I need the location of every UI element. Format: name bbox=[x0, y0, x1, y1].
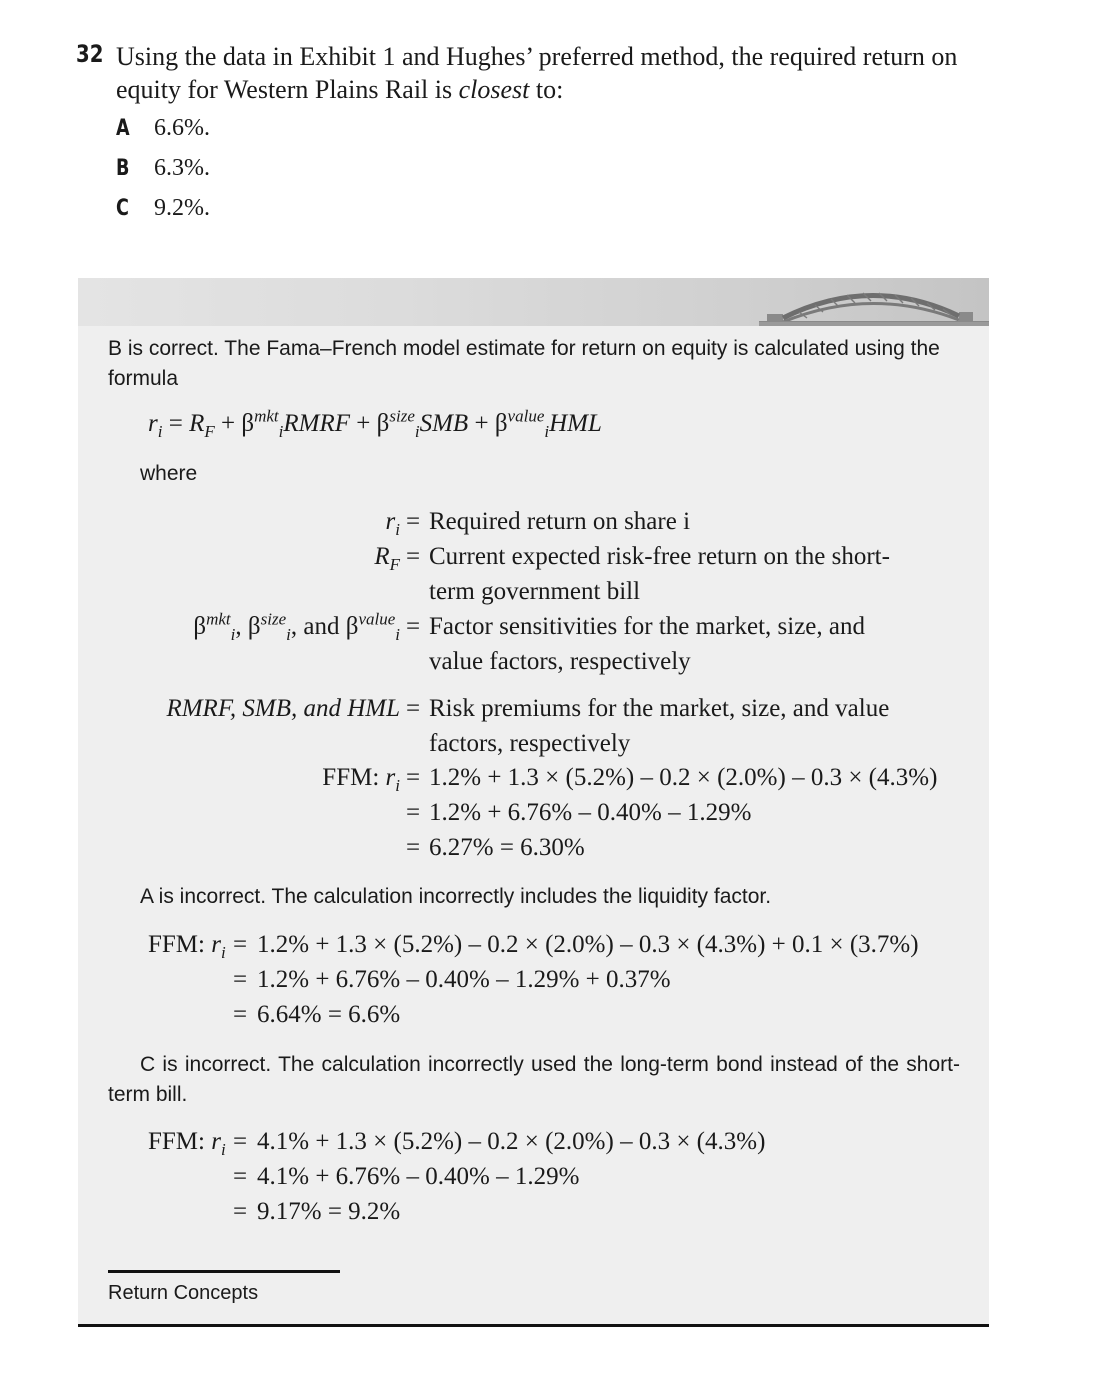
definition-term-ri bbox=[385, 508, 400, 539]
formula-sub: i bbox=[157, 422, 163, 441]
term-beta: β bbox=[193, 613, 207, 640]
option-text: 6.6%. bbox=[154, 115, 210, 141]
term-text: r bbox=[385, 508, 396, 535]
definition-term-rf bbox=[374, 543, 400, 574]
definition-text-betas-2: value factors, respectively bbox=[429, 648, 691, 675]
calc-eq: = bbox=[233, 1001, 248, 1028]
option-letter: A bbox=[116, 116, 130, 141]
question-text bbox=[116, 40, 996, 106]
formula-value-sup: value bbox=[507, 406, 545, 426]
footer-rule bbox=[108, 1270, 340, 1273]
definition-eq: = bbox=[406, 613, 421, 640]
calc-eq: = bbox=[233, 931, 248, 958]
calc-b-line-3: 6.27% = 6.30% bbox=[429, 834, 585, 861]
calc-c-line-1: 4.1% + 1.3 × (5.2%) – 0.2 × (2.0%) – 0.3 × (4.3%) bbox=[257, 1128, 766, 1155]
definition-eq: = bbox=[406, 695, 421, 722]
calc-eq: = bbox=[233, 1163, 248, 1190]
formula-sub: i bbox=[278, 422, 284, 441]
calc-a-line-1: 1.2% + 1.3 × (5.2%) – 0.2 × (2.0%) – 0.3 × (4.3%) + 0.1 × (3.7%) bbox=[257, 931, 919, 958]
definition-text-premiums-1: Risk premiums for the market, size, and value bbox=[429, 695, 890, 722]
calc-eq: = bbox=[406, 799, 421, 826]
term-sub: i bbox=[395, 625, 400, 644]
option-letter: B bbox=[116, 156, 130, 181]
question-text-start: Using the data in Exhibit 1 and Hughes’ preferred method, the required return on equity for Western Plains Rail is bbox=[116, 42, 958, 104]
term-sup: size bbox=[260, 609, 287, 629]
calc-a-line-2: 1.2% + 6.76% – 0.40% – 1.29% + 0.37% bbox=[257, 966, 671, 993]
term-and: , and bbox=[290, 613, 346, 640]
ffm-sub: i bbox=[395, 776, 400, 795]
ffm-sub: i bbox=[220, 943, 226, 962]
calc-b-line-2: 1.2% + 6.76% – 0.40% – 1.29% bbox=[429, 799, 752, 826]
term-sub: i bbox=[286, 625, 291, 644]
calc-eq: = bbox=[406, 834, 421, 861]
question-text-end: to: bbox=[529, 75, 564, 104]
option-text: 9.2%. bbox=[154, 195, 210, 221]
question-text-emphasis: closest bbox=[458, 75, 530, 104]
definition-term-premiums: RMRF, SMB, and HML bbox=[166, 695, 400, 722]
definition-text-betas-1: Factor sensitivities for the market, size, and bbox=[429, 613, 865, 640]
term-sup: mkt bbox=[206, 609, 231, 629]
ffm-r: r bbox=[385, 764, 396, 791]
ffm-label: FFM: bbox=[148, 931, 212, 958]
footer-source: Return Concepts bbox=[108, 1282, 259, 1304]
term-sub: i bbox=[230, 625, 236, 644]
where-label: where bbox=[140, 462, 198, 485]
ffm-label: FFM: bbox=[148, 1128, 212, 1155]
formula-beta: β bbox=[376, 410, 390, 437]
formula-plus: + bbox=[350, 410, 377, 437]
ffm-label-c bbox=[148, 1128, 226, 1159]
definition-eq: = bbox=[406, 543, 421, 570]
calc-eq: = bbox=[233, 1198, 248, 1225]
formula-rf: R bbox=[189, 410, 205, 437]
option-text: 6.3%. bbox=[154, 155, 210, 181]
formula-beta: β bbox=[494, 410, 508, 437]
ffm-label-b bbox=[322, 764, 400, 795]
ffm-sub: i bbox=[220, 1140, 226, 1159]
formula-sub: i bbox=[414, 422, 420, 441]
formula-lhs: r bbox=[148, 410, 158, 437]
ffm-r: r bbox=[211, 1128, 221, 1155]
option-letter: C bbox=[116, 196, 129, 221]
term-beta: β bbox=[345, 613, 359, 640]
ffm-r: r bbox=[211, 931, 221, 958]
definition-term-betas: $\beta^{mkt}_i$, $\beta^{size}_i$, and $\beta^{value}_i$ bbox=[193, 609, 400, 644]
fama-french-formula bbox=[148, 406, 602, 441]
formula-plus: + bbox=[214, 410, 242, 437]
definition-text-ri: Required return on share i bbox=[429, 508, 691, 535]
ffm-label-a bbox=[148, 931, 226, 962]
definition-text-premiums-2: factors, respectively bbox=[429, 730, 631, 757]
option-a bbox=[116, 115, 210, 145]
formula-rmrf: RMRF bbox=[283, 410, 351, 437]
formula-plus: + bbox=[468, 410, 495, 437]
question-number: 32 bbox=[76, 40, 104, 68]
bridge-icon bbox=[759, 278, 989, 326]
calc-eq: = bbox=[406, 764, 421, 791]
option-b bbox=[116, 155, 210, 185]
formula-mkt-sup: mkt bbox=[254, 406, 279, 426]
term-sub: i bbox=[395, 520, 400, 539]
option-c bbox=[116, 195, 210, 225]
calc-b-line-1: 1.2% + 1.3 × (5.2%) – 0.2 × (2.0%) – 0.3 × (4.3%) bbox=[429, 764, 938, 791]
c-explanation: C is incorrect. The calculation incorrectly used the long-term bond instead of the short-term bill. bbox=[108, 1053, 960, 1106]
term-sub: F bbox=[389, 555, 400, 574]
formula-rf-sub: F bbox=[204, 422, 215, 441]
formula-hml: HML bbox=[549, 410, 602, 437]
definition-eq: = bbox=[406, 508, 421, 535]
calc-c-line-3: 9.17% = 9.2% bbox=[257, 1198, 401, 1225]
calc-eq: = bbox=[233, 1128, 248, 1155]
calc-eq: = bbox=[233, 966, 248, 993]
formula-beta: β bbox=[241, 410, 255, 437]
formula-sub: i bbox=[544, 422, 550, 441]
calc-a-line-3: 6.64% = 6.6% bbox=[257, 1001, 401, 1028]
a-explanation: A is incorrect. The calculation incorrectly includes the liquidity factor. bbox=[140, 885, 772, 908]
definition-text-rf-1: Current expected risk-free return on the short- bbox=[429, 543, 890, 570]
term-sup: value bbox=[358, 609, 396, 629]
term-text: R bbox=[374, 543, 390, 570]
term-beta: β bbox=[247, 613, 261, 640]
formula-size-sup: size bbox=[389, 406, 415, 426]
ffm-label: FFM: bbox=[322, 764, 386, 791]
solution-intro: B is correct. The Fama–French model estimate for return on equity is calculated using the formula bbox=[108, 337, 940, 390]
formula-smb: SMB bbox=[419, 410, 469, 437]
formula-eq: = bbox=[162, 410, 190, 437]
solution-header-banner bbox=[78, 278, 989, 326]
calc-c-line-2: 4.1% + 6.76% – 0.40% – 1.29% bbox=[257, 1163, 580, 1190]
definition-text-rf-2: term government bill bbox=[429, 578, 641, 605]
